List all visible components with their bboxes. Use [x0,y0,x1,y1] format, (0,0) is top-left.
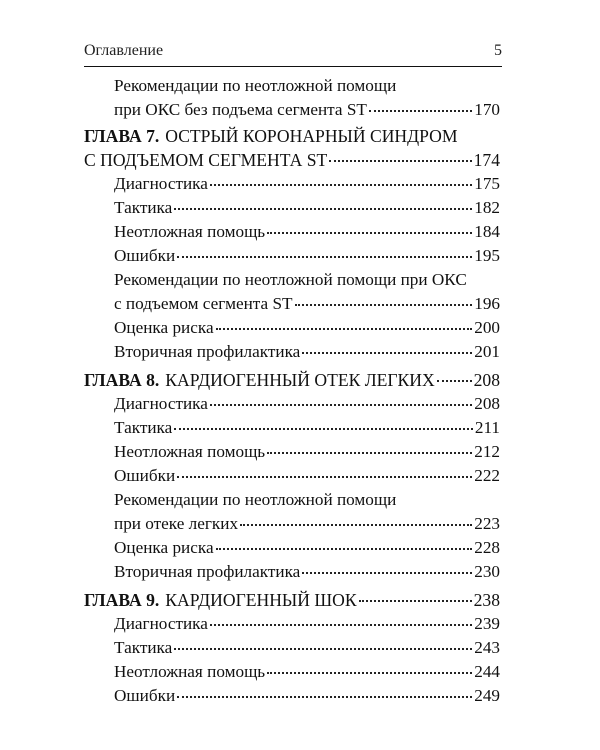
toc-chapter-line[interactable] [84,148,500,172]
chapter-label: ГЛАВА 9. [84,590,160,610]
toc-line[interactable] [114,196,500,220]
toc-page-number: 195 [474,246,500,265]
toc-page-number: 208 [474,394,500,413]
toc-entry-text: при ОКС без подъема сегмента ST [114,100,367,119]
toc-line[interactable] [114,172,500,196]
header-page-number: 5 [494,42,502,59]
toc-chapter-line[interactable] [84,124,500,148]
toc-entry-text: Тактика [114,638,173,657]
dot-leader [177,256,472,258]
toc-line[interactable] [114,612,500,636]
dot-leader [177,696,472,698]
dot-leader [267,232,472,234]
header-title: Оглавление [84,42,164,59]
header-rule [84,66,502,67]
toc-page-number: 239 [474,614,500,633]
dot-leader [174,428,473,430]
toc-page-number: 230 [474,562,500,581]
dot-leader [210,184,472,186]
toc-line[interactable] [114,98,500,122]
toc-page-number: 228 [474,538,500,557]
toc-line[interactable] [114,316,500,340]
dot-leader [437,380,472,382]
toc-line[interactable] [114,244,500,268]
dot-leader [359,600,472,602]
toc-page-number: 200 [474,318,500,337]
dot-leader [267,672,472,674]
toc-entry-text: Рекомендации по неотложной помощи при ОКС [114,270,467,289]
chapter-title: С ПОДЪЕМОМ СЕГМЕНТА ST [84,150,328,170]
toc-line[interactable] [114,74,500,98]
dot-leader [177,476,472,478]
toc-entry-text: Неотложная помощь [114,442,266,461]
toc-page-number: 170 [474,100,500,119]
dot-leader [267,452,472,454]
toc-line[interactable] [114,220,500,244]
dot-leader [302,572,472,574]
dot-leader [174,648,472,650]
toc-line[interactable] [114,292,500,316]
toc-line[interactable] [114,416,500,440]
dot-leader [210,404,472,406]
toc-page-number: 174 [473,150,500,170]
chapter-title: КАРДИОГЕННЫЙ ШОК [165,590,357,610]
toc-line[interactable] [114,488,500,512]
toc-page-number: 223 [474,514,500,533]
toc-line[interactable] [114,512,500,536]
toc-line[interactable] [114,392,500,416]
toc-line[interactable] [114,660,500,684]
toc-entry-text: с подъемом сегмента ST [114,294,293,313]
toc-entry-text: при отеке легких [114,514,239,533]
toc-entry-text: Диагностика [114,614,208,633]
toc-page-number: 184 [474,222,500,241]
toc-page-number: 222 [474,466,500,485]
toc-entry-text: Рекомендации по неотложной помощи [114,490,397,509]
toc-line[interactable] [114,268,500,292]
toc-line[interactable] [114,464,500,488]
toc-page-number: 212 [474,442,500,461]
dot-leader [210,624,472,626]
toc-entry-text: Ошибки [114,246,176,265]
toc-page-number: 244 [474,662,500,681]
toc-line[interactable] [114,340,500,364]
toc-page-number: 238 [473,590,500,610]
toc-entry-text: Оценка риска [114,318,214,337]
toc-entry-text: Вторичная профилактика [114,562,301,581]
dot-leader [240,524,472,526]
dot-leader [329,160,471,162]
toc-page-number: 175 [474,174,500,193]
toc-page-number: 201 [474,342,500,361]
toc-entry-text: Вторичная профилактика [114,342,301,361]
toc-page-number: 243 [474,638,500,657]
toc-page-number: 249 [474,686,500,705]
toc-line[interactable] [114,536,500,560]
dot-leader [216,548,473,550]
toc-entry-text: Неотложная помощь [114,222,266,241]
toc-entry-text: Диагностика [114,174,208,193]
toc-entry-text: Оценка риска [114,538,214,557]
toc-entry-text: Диагностика [114,394,208,413]
toc-chapter-line[interactable] [84,588,500,612]
toc-line[interactable] [114,684,500,708]
running-header [84,42,502,60]
toc-page-number: 182 [474,198,500,217]
toc-entry-text: Ошибки [114,466,176,485]
dot-leader [302,352,472,354]
toc-entry-text: Тактика [114,418,173,437]
toc-page-number: 196 [474,294,500,313]
chapter-label: ГЛАВА 8. [84,370,160,390]
toc-page-number: 208 [473,370,500,390]
toc-line[interactable] [114,560,500,584]
toc-chapter-line[interactable] [84,368,500,392]
toc-line[interactable] [114,636,500,660]
dot-leader [295,304,473,306]
toc-page-number: 211 [474,418,500,437]
chapter-title: ОСТРЫЙ КОРОНАРНЫЙ СИНДРОМ [165,126,458,146]
dot-leader [369,110,472,112]
chapter-label: ГЛАВА 7. [84,126,160,146]
toc-entry-text: Ошибки [114,686,176,705]
chapter-title: КАРДИОГЕННЫЙ ОТЕК ЛЕГКИХ [165,370,435,390]
toc-entry-text: Неотложная помощь [114,662,266,681]
toc-entry-text: Рекомендации по неотложной помощи [114,76,397,95]
dot-leader [216,328,473,330]
toc-entry-text: Тактика [114,198,173,217]
toc-line[interactable] [114,440,500,464]
dot-leader [174,208,472,210]
